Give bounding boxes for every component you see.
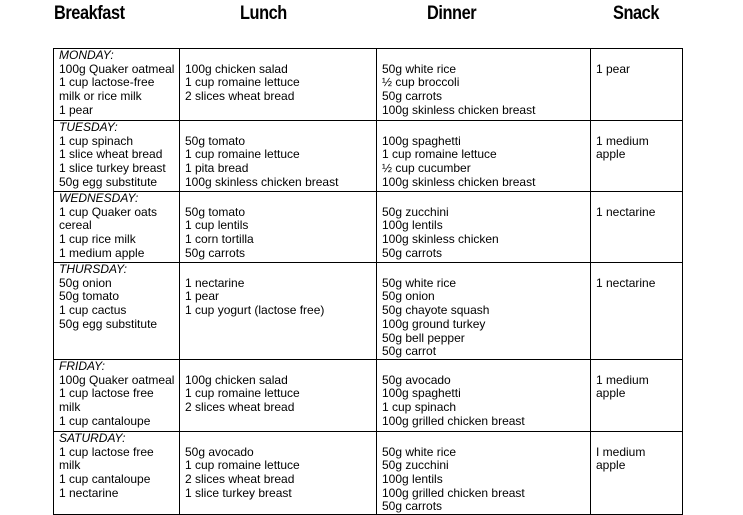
meal-plan-body (54, 49, 683, 515)
meal-item: 100g Quaker oatmeal (59, 372, 175, 387)
meal-item: 50g avocado (185, 444, 254, 459)
meal-item: 1 cup romaine lettuce (382, 147, 497, 162)
meal-item: 1 slice wheat bread (59, 147, 163, 162)
snack-cell (591, 121, 683, 192)
snack-cell (591, 359, 683, 431)
meal-item: 50g avocado (382, 372, 451, 387)
lunch-cell (180, 192, 377, 263)
dinner-cell (377, 49, 591, 121)
row-spacer (185, 121, 372, 135)
table-row (54, 121, 683, 192)
table-row (54, 263, 683, 360)
row-spacer (382, 263, 586, 277)
meal-item: 100g grilled chicken breast (382, 413, 525, 428)
meal-item: 50g carrot (382, 344, 437, 359)
meal-item: 1 slice turkey breast (185, 485, 292, 500)
meal-item: 50g chayote squash (382, 303, 490, 318)
row-spacer (185, 49, 372, 63)
meal-item: 1 cup lactose free (59, 386, 154, 401)
dinner-cell (377, 121, 591, 192)
meal-item: 50g white rice (382, 275, 457, 290)
meal-item: 1 corn tortilla (185, 232, 254, 247)
dinner-cell (377, 192, 591, 263)
meal-item: apple (596, 458, 626, 473)
meal-item: 50g zucchini (382, 204, 449, 219)
row-spacer (596, 49, 678, 63)
meal-item: 1 medium apple (59, 245, 145, 260)
meal-item: 1 nectarine (596, 275, 656, 290)
meal-item: 50g white rice (382, 444, 457, 459)
row-spacer (596, 263, 678, 277)
meal-item: 50g zucchini (382, 458, 449, 473)
meal-item: 1 cup romaine lettuce (185, 386, 300, 401)
meal-item: 1 cup cantaloupe (59, 472, 151, 487)
meal-item: 100g skinless chicken breast (185, 174, 339, 189)
meal-item: 1 cup romaine lettuce (185, 75, 300, 90)
meal-item: 100g skinless chicken (382, 232, 499, 247)
meal-item: 1 nectarine (59, 485, 119, 500)
meal-item: 50g carrots (382, 89, 443, 104)
meal-item: 100g chicken salad (185, 61, 288, 76)
meal-item: 100g ground turkey (382, 316, 486, 331)
snack-cell (591, 192, 683, 263)
dinner-cell (377, 263, 591, 360)
row-spacer (382, 49, 586, 63)
row-spacer (596, 192, 678, 206)
meal-item: 50g egg substitute (59, 174, 158, 189)
breakfast-cell (54, 431, 180, 514)
meal-item: 50g tomato (185, 133, 246, 148)
table-row (54, 192, 683, 263)
lunch-cell (180, 359, 377, 431)
meal-item: 50g tomato (59, 289, 120, 304)
meal-item: 1 cup lactose-free (59, 75, 155, 90)
snack-cell (591, 263, 683, 360)
meal-item: 100g grilled chicken breast (382, 485, 525, 500)
table-row (54, 431, 683, 514)
row-spacer (382, 192, 586, 206)
day-label: TUESDAY: (59, 120, 118, 134)
row-spacer (382, 432, 586, 446)
meal-item: 50g onion (382, 289, 435, 304)
meal-item: milk (59, 400, 81, 415)
meal-item: 1 pear (596, 61, 631, 76)
meal-item: apple (596, 386, 626, 401)
meal-item: 1 medium (596, 372, 649, 387)
table-row (54, 359, 683, 431)
meal-item: ½ cup cucumber (382, 161, 471, 176)
meal-item: 1 cup romaine lettuce (185, 147, 300, 162)
breakfast-cell (54, 192, 180, 263)
meal-item: 1 slice turkey breast (59, 161, 166, 176)
row-spacer (596, 121, 678, 135)
meal-item: 1 cup spinach (382, 400, 457, 414)
day-label: MONDAY: (59, 48, 114, 62)
table-row (54, 49, 683, 121)
breakfast-cell (54, 359, 180, 431)
meal-item: 1 pear (59, 102, 94, 117)
meal-item: 1 cup Quaker oats (59, 204, 158, 219)
row-spacer (596, 432, 678, 446)
meal-item: 100g chicken salad (185, 372, 288, 387)
dinner-cell (377, 359, 591, 431)
row-spacer (185, 192, 372, 206)
row-spacer (185, 263, 372, 277)
meal-item: 2 slices wheat bread (185, 89, 295, 104)
day-label: FRIDAY: (59, 358, 106, 373)
meal-item: 1 cup lentils (185, 218, 249, 233)
breakfast-cell (54, 49, 180, 121)
meal-item: milk (59, 458, 81, 473)
meal-item: 1 medium (596, 133, 649, 148)
meal-item: 1 cup rice milk (59, 232, 136, 247)
meal-item: 2 slices wheat bread (185, 472, 295, 486)
meal-item: I medium (596, 444, 646, 459)
lunch-cell (180, 49, 377, 121)
day-label: THURSDAY: (59, 262, 128, 276)
meal-item: 50g tomato (185, 204, 246, 219)
breakfast-cell (54, 121, 180, 192)
meal-item: 1 cup yogurt (lactose free) (185, 303, 325, 318)
meal-item: 100g skinless chicken breast (382, 174, 536, 189)
day-label: WEDNESDAY: (59, 191, 139, 205)
meal-item: 50g carrots (382, 245, 443, 260)
row-spacer (382, 121, 586, 135)
lunch-cell (180, 431, 377, 514)
meal-item: milk or rice milk (59, 89, 142, 104)
row-spacer (185, 360, 372, 374)
meal-item: 1 cup lactose free (59, 444, 154, 459)
meal-item: 100g spaghetti (382, 386, 461, 401)
meal-item: 2 slices wheat bread (185, 400, 295, 414)
meal-item: 50g onion (59, 275, 112, 290)
meal-item: 50g carrots (382, 499, 443, 514)
meal-item: 1 pear (185, 289, 220, 304)
meal-item: 1 cup romaine lettuce (185, 458, 300, 473)
breakfast-cell (54, 263, 180, 360)
row-spacer (185, 432, 372, 446)
meal-item: 100g lentils (382, 472, 443, 486)
meal-item: 1 nectarine (185, 275, 245, 290)
header-breakfast: Breakfast (54, 3, 125, 24)
row-spacer (382, 360, 586, 374)
row-spacer (596, 360, 678, 374)
meal-item: 1 cup cantaloupe (59, 413, 151, 428)
meal-item: ½ cup broccoli (382, 75, 460, 90)
meal-item: apple (596, 147, 626, 162)
meal-item: 50g white rice (382, 61, 457, 76)
meal-item: 1 nectarine (596, 204, 656, 219)
meal-item: 50g bell pepper (382, 330, 465, 345)
header-snack: Snack (613, 3, 659, 24)
meal-item: 50g egg substitute (59, 316, 158, 331)
meal-item: 1 cup cactus (59, 303, 127, 318)
meal-plan-table (53, 48, 683, 515)
lunch-cell (180, 121, 377, 192)
header-dinner: Dinner (427, 3, 477, 24)
meal-item: 100g lentils (382, 218, 443, 233)
header-lunch: Lunch (240, 3, 287, 24)
lunch-cell (180, 263, 377, 360)
meal-item: 100g spaghetti (382, 133, 461, 148)
meal-item: 100g skinless chicken breast (382, 102, 536, 117)
meal-item: 1 cup spinach (59, 133, 134, 148)
dinner-cell (377, 431, 591, 514)
column-headers (0, 0, 743, 40)
meal-item: 50g carrots (185, 245, 246, 260)
meal-item: 1 pita bread (185, 161, 249, 176)
snack-cell (591, 431, 683, 514)
snack-cell (591, 49, 683, 121)
day-label: SATURDAY: (59, 430, 126, 445)
meal-item: 100g Quaker oatmeal (59, 61, 175, 76)
meal-item: cereal (59, 218, 92, 233)
